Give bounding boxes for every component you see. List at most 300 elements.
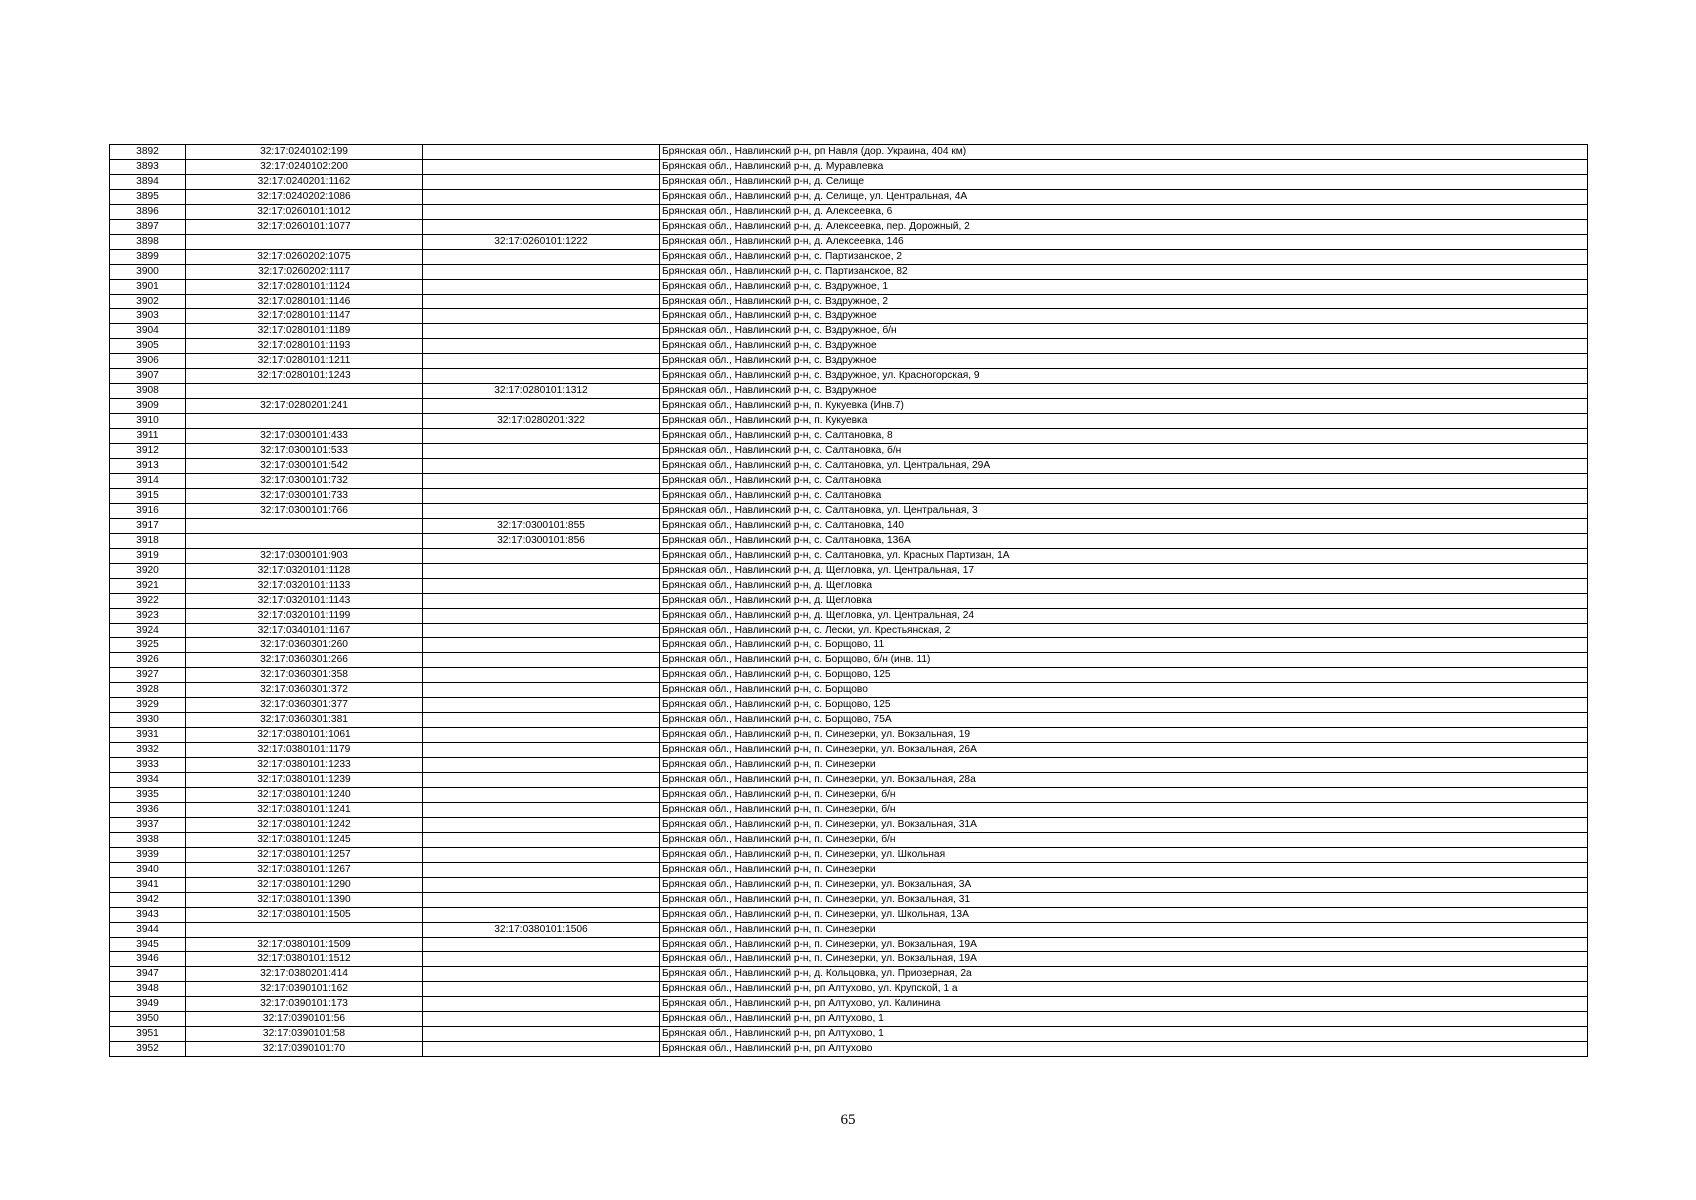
row-number-cell: 3892 [110, 145, 186, 160]
cadastral-number-alt-cell [423, 847, 660, 862]
table-row [110, 922, 1588, 937]
cadastral-number-alt-cell [423, 862, 660, 877]
address-cell: Брянская обл., Навлинский р-н, с. Вздружное, ул. Красногорская, 9 [660, 369, 1588, 384]
row-number-cell: 3908 [110, 384, 186, 399]
cadastral-number-alt-cell [423, 548, 660, 563]
address-cell: Брянская обл., Навлинский р-н, с. Салтановка [660, 488, 1588, 503]
address-cell: Брянская обл., Навлинский р-н, п. Синезерки, ул. Вокзальная, 26А [660, 743, 1588, 758]
table-row [110, 1042, 1588, 1057]
cadastral-number-cell: 32:17:0300101:533 [186, 444, 423, 459]
address-cell: Брянская обл., Навлинский р-н, с. Вздружное [660, 384, 1588, 399]
table-row [110, 683, 1588, 698]
cadastral-number-alt-cell [423, 877, 660, 892]
table-row [110, 503, 1588, 518]
table-row [110, 324, 1588, 339]
row-number-cell: 3947 [110, 967, 186, 982]
table-row [110, 802, 1588, 817]
cadastral-number-alt-cell [423, 204, 660, 219]
address-cell: Брянская обл., Навлинский р-н, п. Кукуевка [660, 414, 1588, 429]
cadastral-number-cell: 32:17:0360301:358 [186, 668, 423, 683]
cadastral-number-alt-cell [423, 159, 660, 174]
cadastral-number-alt-cell [423, 444, 660, 459]
cadastral-number-cell [186, 384, 423, 399]
table-row [110, 249, 1588, 264]
table-row [110, 264, 1588, 279]
cadastral-number-alt-cell [423, 802, 660, 817]
cadastral-number-cell: 32:17:0280101:1243 [186, 369, 423, 384]
address-cell: Брянская обл., Навлинский р-н, с. Борщово, 11 [660, 638, 1588, 653]
cadastral-number-cell [186, 234, 423, 249]
cadastral-number-alt-cell [423, 982, 660, 997]
address-cell: Брянская обл., Навлинский р-н, с. Вздружное [660, 309, 1588, 324]
row-number-cell: 3932 [110, 743, 186, 758]
address-cell: Брянская обл., Навлинский р-н, п. Синезерки [660, 922, 1588, 937]
cadastral-number-cell: 32:17:0240201:1162 [186, 174, 423, 189]
table-row [110, 787, 1588, 802]
cadastral-number-cell: 32:17:0360301:372 [186, 683, 423, 698]
table-row [110, 713, 1588, 728]
cadastral-number-alt-cell [423, 294, 660, 309]
cadastral-number-cell: 32:17:0280101:1189 [186, 324, 423, 339]
table-row [110, 174, 1588, 189]
table-row [110, 309, 1588, 324]
row-number-cell: 3920 [110, 563, 186, 578]
cadastral-number-cell: 32:17:0240102:200 [186, 159, 423, 174]
cadastral-number-alt-cell [423, 608, 660, 623]
cadastral-number-cell: 32:17:0320101:1128 [186, 563, 423, 578]
cadastral-number-cell: 32:17:0300101:732 [186, 473, 423, 488]
row-number-cell: 3931 [110, 728, 186, 743]
cadastral-number-alt-cell [423, 773, 660, 788]
cadastral-number-alt-cell [423, 758, 660, 773]
cadastral-number-cell: 32:17:0380101:1390 [186, 892, 423, 907]
cadastral-number-cell: 32:17:0360301:377 [186, 698, 423, 713]
address-cell: Брянская обл., Навлинский р-н, с. Салтановка, 136А [660, 533, 1588, 548]
cadastral-number-alt-cell [423, 189, 660, 204]
table-row [110, 294, 1588, 309]
row-number-cell: 3938 [110, 832, 186, 847]
row-number-cell: 3930 [110, 713, 186, 728]
address-cell: Брянская обл., Навлинский р-н, д. Муравлевка [660, 159, 1588, 174]
address-cell: Брянская обл., Навлинский р-н, с. Борщово, б/н (инв. 11) [660, 653, 1588, 668]
address-cell: Брянская обл., Навлинский р-н, с. Борщово, 125 [660, 698, 1588, 713]
address-cell: Брянская обл., Навлинский р-н, с. Салтановка, ул. Красных Партизан, 1А [660, 548, 1588, 563]
address-cell: Брянская обл., Навлинский р-н, рп Алтухово, ул. Крупской, 1 а [660, 982, 1588, 997]
row-number-cell: 3927 [110, 668, 186, 683]
cadastral-number-alt-cell: 32:17:0380101:1506 [423, 922, 660, 937]
address-cell: Брянская обл., Навлинский р-н, с. Лески, ул. Крестьянская, 2 [660, 623, 1588, 638]
address-cell: Брянская обл., Навлинский р-н, п. Синезерки [660, 862, 1588, 877]
row-number-cell: 3940 [110, 862, 186, 877]
cadastral-number-alt-cell [423, 339, 660, 354]
row-number-cell: 3922 [110, 593, 186, 608]
table-row [110, 219, 1588, 234]
address-cell: Брянская обл., Навлинский р-н, с. Борщово [660, 683, 1588, 698]
address-cell: Брянская обл., Навлинский р-н, д. Селище, ул. Центральная, 4А [660, 189, 1588, 204]
row-number-cell: 3912 [110, 444, 186, 459]
table-row [110, 862, 1588, 877]
address-cell: Брянская обл., Навлинский р-н, п. Синезерки, ул. Школьная [660, 847, 1588, 862]
row-number-cell: 3905 [110, 339, 186, 354]
cadastral-number-cell [186, 518, 423, 533]
property-registry-table [109, 144, 1588, 1057]
cadastral-number-cell: 32:17:0380101:1245 [186, 832, 423, 847]
cadastral-number-cell: 32:17:0380101:1233 [186, 758, 423, 773]
row-number-cell: 3945 [110, 937, 186, 952]
address-cell: Брянская обл., Навлинский р-н, с. Салтановка, 8 [660, 429, 1588, 444]
table-row [110, 279, 1588, 294]
cadastral-number-alt-cell [423, 937, 660, 952]
row-number-cell: 3921 [110, 578, 186, 593]
table-row [110, 593, 1588, 608]
table-row [110, 159, 1588, 174]
table-row [110, 339, 1588, 354]
cadastral-number-alt-cell [423, 488, 660, 503]
cadastral-number-alt-cell [423, 698, 660, 713]
cadastral-number-alt-cell [423, 399, 660, 414]
row-number-cell: 3900 [110, 264, 186, 279]
cadastral-number-cell: 32:17:0380101:1061 [186, 728, 423, 743]
address-cell: Брянская обл., Навлинский р-н, рп Алтухово [660, 1042, 1588, 1057]
cadastral-number-alt-cell [423, 459, 660, 474]
cadastral-number-alt-cell [423, 997, 660, 1012]
address-cell: Брянская обл., Навлинский р-н, с. Вздружное, б/н [660, 324, 1588, 339]
row-number-cell: 3901 [110, 279, 186, 294]
row-number-cell: 3903 [110, 309, 186, 324]
address-cell: Брянская обл., Навлинский р-н, д. Щегловка, ул. Центральная, 17 [660, 563, 1588, 578]
address-cell: Брянская обл., Навлинский р-н, с. Салтановка, ул. Центральная, 3 [660, 503, 1588, 518]
table-row [110, 145, 1588, 160]
cadastral-number-alt-cell [423, 638, 660, 653]
cadastral-number-alt-cell [423, 1042, 660, 1057]
row-number-cell: 3929 [110, 698, 186, 713]
cadastral-number-alt-cell: 32:17:0280101:1312 [423, 384, 660, 399]
cadastral-number-alt-cell [423, 743, 660, 758]
table-row [110, 473, 1588, 488]
address-cell: Брянская обл., Навлинский р-н, п. Кукуевка (Инв.7) [660, 399, 1588, 414]
table-row [110, 399, 1588, 414]
address-cell: Брянская обл., Навлинский р-н, п. Синезерки, ул. Вокзальная, 19 [660, 728, 1588, 743]
cadastral-number-cell: 32:17:0380101:1242 [186, 817, 423, 832]
row-number-cell: 3949 [110, 997, 186, 1012]
cadastral-number-cell: 32:17:0380101:1179 [186, 743, 423, 758]
table-row [110, 623, 1588, 638]
address-cell: Брянская обл., Навлинский р-н, с. Вздружное, 1 [660, 279, 1588, 294]
address-cell: Брянская обл., Навлинский р-н, с. Вздружное, 2 [660, 294, 1588, 309]
cadastral-number-cell: 32:17:0380101:1290 [186, 877, 423, 892]
address-cell: Брянская обл., Навлинский р-н, п. Синезерки, ул. Вокзальная, 28а [660, 773, 1588, 788]
cadastral-number-cell: 32:17:0300101:903 [186, 548, 423, 563]
table-row [110, 459, 1588, 474]
row-number-cell: 3943 [110, 907, 186, 922]
table-row [110, 847, 1588, 862]
cadastral-number-cell: 32:17:0280201:241 [186, 399, 423, 414]
cadastral-number-alt-cell [423, 578, 660, 593]
address-cell: Брянская обл., Навлинский р-н, рп Алтухово, ул. Калинина [660, 997, 1588, 1012]
row-number-cell: 3926 [110, 653, 186, 668]
address-cell: Брянская обл., Навлинский р-н, рп Алтухово, 1 [660, 1012, 1588, 1027]
cadastral-number-cell: 32:17:0360301:266 [186, 653, 423, 668]
table-row [110, 982, 1588, 997]
cadastral-number-alt-cell [423, 787, 660, 802]
cadastral-number-cell: 32:17:0320101:1199 [186, 608, 423, 623]
cadastral-number-alt-cell [423, 967, 660, 982]
table-row [110, 877, 1588, 892]
table-row [110, 638, 1588, 653]
table-row [110, 728, 1588, 743]
row-number-cell: 3925 [110, 638, 186, 653]
cadastral-number-cell: 32:17:0360301:260 [186, 638, 423, 653]
address-cell: Брянская обл., Навлинский р-н, п. Синезерки, б/н [660, 832, 1588, 847]
address-cell: Брянская обл., Навлинский р-н, п. Синезерки, б/н [660, 787, 1588, 802]
cadastral-number-alt-cell [423, 668, 660, 683]
row-number-cell: 3906 [110, 354, 186, 369]
address-cell: Брянская обл., Навлинский р-н, с. Партизанское, 82 [660, 264, 1588, 279]
table-row [110, 234, 1588, 249]
table-row [110, 429, 1588, 444]
row-number-cell: 3910 [110, 414, 186, 429]
cadastral-number-alt-cell [423, 832, 660, 847]
address-cell: Брянская обл., Навлинский р-н, п. Синезерки, ул. Вокзальная, 31 [660, 892, 1588, 907]
cadastral-number-alt-cell [423, 309, 660, 324]
cadastral-number-alt-cell [423, 683, 660, 698]
row-number-cell: 3952 [110, 1042, 186, 1057]
address-cell: Брянская обл., Навлинский р-н, с. Салтановка, 140 [660, 518, 1588, 533]
address-cell: Брянская обл., Навлинский р-н, п. Синезерки, ул. Вокзальная, 31А [660, 817, 1588, 832]
row-number-cell: 3919 [110, 548, 186, 563]
row-number-cell: 3942 [110, 892, 186, 907]
address-cell: Брянская обл., Навлинский р-н, д. Щегловка [660, 578, 1588, 593]
table-row [110, 533, 1588, 548]
cadastral-number-cell: 32:17:0390101:56 [186, 1012, 423, 1027]
address-cell: Брянская обл., Навлинский р-н, п. Синезерки, ул. Вокзальная, 19А [660, 952, 1588, 967]
table-row [110, 758, 1588, 773]
table-row [110, 369, 1588, 384]
address-cell: Брянская обл., Навлинский р-н, рп Алтухово, 1 [660, 1027, 1588, 1042]
address-cell: Брянская обл., Навлинский р-н, п. Синезерки, ул. Вокзальная, 3А [660, 877, 1588, 892]
cadastral-number-alt-cell [423, 264, 660, 279]
address-cell: Брянская обл., Навлинский р-н, д. Щегловка [660, 593, 1588, 608]
row-number-cell: 3917 [110, 518, 186, 533]
row-number-cell: 3916 [110, 503, 186, 518]
address-cell: Брянская обл., Навлинский р-н, д. Кольцовка, ул. Приозерная, 2а [660, 967, 1588, 982]
row-number-cell: 3924 [110, 623, 186, 638]
address-cell: Брянская обл., Навлинский р-н, с. Борщово, 75А [660, 713, 1588, 728]
row-number-cell: 3907 [110, 369, 186, 384]
cadastral-number-cell: 32:17:0300101:542 [186, 459, 423, 474]
table-row [110, 952, 1588, 967]
cadastral-number-cell: 32:17:0380101:1257 [186, 847, 423, 862]
address-cell: Брянская обл., Навлинский р-н, п. Синезерки, ул. Школьная, 13А [660, 907, 1588, 922]
row-number-cell: 3897 [110, 219, 186, 234]
cadastral-number-alt-cell [423, 1012, 660, 1027]
cadastral-number-alt-cell [423, 473, 660, 488]
address-cell: Брянская обл., Навлинский р-н, с. Борщово, 125 [660, 668, 1588, 683]
cadastral-number-cell: 32:17:0360301:381 [186, 713, 423, 728]
cadastral-number-alt-cell [423, 892, 660, 907]
address-cell: Брянская обл., Навлинский р-н, с. Вздружное [660, 339, 1588, 354]
cadastral-number-cell: 32:17:0390101:58 [186, 1027, 423, 1042]
table-row [110, 444, 1588, 459]
cadastral-number-cell: 32:17:0280101:1211 [186, 354, 423, 369]
address-cell: Брянская обл., Навлинский р-н, д. Алексеевка, 146 [660, 234, 1588, 249]
registry-table-body [110, 145, 1588, 1057]
table-row [110, 354, 1588, 369]
row-number-cell: 3948 [110, 982, 186, 997]
cadastral-number-cell: 32:17:0260202:1117 [186, 264, 423, 279]
cadastral-number-cell: 32:17:0320101:1143 [186, 593, 423, 608]
row-number-cell: 3914 [110, 473, 186, 488]
cadastral-number-cell: 32:17:0380101:1239 [186, 773, 423, 788]
cadastral-number-cell: 32:17:0390101:162 [186, 982, 423, 997]
cadastral-number-cell: 32:17:0300101:733 [186, 488, 423, 503]
cadastral-number-alt-cell: 32:17:0260101:1222 [423, 234, 660, 249]
cadastral-number-alt-cell [423, 817, 660, 832]
cadastral-number-cell: 32:17:0380101:1267 [186, 862, 423, 877]
table-row [110, 608, 1588, 623]
address-cell: Брянская обл., Навлинский р-н, д. Щегловка, ул. Центральная, 24 [660, 608, 1588, 623]
cadastral-number-alt-cell: 32:17:0280201:322 [423, 414, 660, 429]
address-cell: Брянская обл., Навлинский р-н, п. Синезерки [660, 758, 1588, 773]
address-cell: Брянская обл., Навлинский р-н, рп Навля (дор. Украина, 404 км) [660, 145, 1588, 160]
cadastral-number-cell [186, 922, 423, 937]
row-number-cell: 3944 [110, 922, 186, 937]
cadastral-number-cell: 32:17:0280101:1193 [186, 339, 423, 354]
address-cell: Брянская обл., Навлинский р-н, д. Селище [660, 174, 1588, 189]
cadastral-number-alt-cell [423, 219, 660, 234]
address-cell: Брянская обл., Навлинский р-н, с. Салтановка, ул. Центральная, 29А [660, 459, 1588, 474]
address-cell: Брянская обл., Навлинский р-н, п. Синезерки, ул. Вокзальная, 19А [660, 937, 1588, 952]
row-number-cell: 3939 [110, 847, 186, 862]
row-number-cell: 3950 [110, 1012, 186, 1027]
cadastral-number-alt-cell [423, 1027, 660, 1042]
table-row [110, 937, 1588, 952]
table-row [110, 967, 1588, 982]
cadastral-number-cell: 32:17:0280101:1147 [186, 309, 423, 324]
cadastral-number-alt-cell [423, 728, 660, 743]
cadastral-number-alt-cell [423, 563, 660, 578]
cadastral-number-cell: 32:17:0280101:1146 [186, 294, 423, 309]
table-row [110, 518, 1588, 533]
row-number-cell: 3909 [110, 399, 186, 414]
table-row [110, 578, 1588, 593]
cadastral-number-cell: 32:17:0300101:433 [186, 429, 423, 444]
cadastral-number-alt-cell [423, 369, 660, 384]
address-cell: Брянская обл., Навлинский р-н, с. Салтановка, б/н [660, 444, 1588, 459]
table-row [110, 698, 1588, 713]
table-row [110, 1027, 1588, 1042]
cadastral-number-cell: 32:17:0390101:70 [186, 1042, 423, 1057]
table-row [110, 189, 1588, 204]
cadastral-number-cell: 32:17:0380201:414 [186, 967, 423, 982]
cadastral-number-alt-cell [423, 952, 660, 967]
row-number-cell: 3928 [110, 683, 186, 698]
row-number-cell: 3923 [110, 608, 186, 623]
table-row [110, 668, 1588, 683]
cadastral-number-alt-cell: 32:17:0300101:856 [423, 533, 660, 548]
row-number-cell: 3934 [110, 773, 186, 788]
cadastral-number-cell [186, 533, 423, 548]
address-cell: Брянская обл., Навлинский р-н, с. Салтановка [660, 473, 1588, 488]
cadastral-number-alt-cell [423, 429, 660, 444]
table-row [110, 653, 1588, 668]
cadastral-number-cell: 32:17:0380101:1241 [186, 802, 423, 817]
cadastral-number-alt-cell [423, 653, 660, 668]
row-number-cell: 3936 [110, 802, 186, 817]
row-number-cell: 3894 [110, 174, 186, 189]
table-row [110, 414, 1588, 429]
row-number-cell: 3902 [110, 294, 186, 309]
row-number-cell: 3941 [110, 877, 186, 892]
cadastral-number-alt-cell [423, 907, 660, 922]
cadastral-number-cell [186, 414, 423, 429]
table-row [110, 1012, 1588, 1027]
cadastral-number-cell: 32:17:0380101:1509 [186, 937, 423, 952]
cadastral-number-alt-cell [423, 623, 660, 638]
cadastral-number-cell: 32:17:0380101:1505 [186, 907, 423, 922]
row-number-cell: 3933 [110, 758, 186, 773]
row-number-cell: 3915 [110, 488, 186, 503]
table-row [110, 743, 1588, 758]
cadastral-number-cell: 32:17:0240202:1086 [186, 189, 423, 204]
row-number-cell: 3946 [110, 952, 186, 967]
cadastral-number-alt-cell [423, 145, 660, 160]
row-number-cell: 3911 [110, 429, 186, 444]
row-number-cell: 3898 [110, 234, 186, 249]
cadastral-number-alt-cell [423, 324, 660, 339]
table-row [110, 548, 1588, 563]
cadastral-number-alt-cell [423, 354, 660, 369]
cadastral-number-cell: 32:17:0300101:766 [186, 503, 423, 518]
cadastral-number-alt-cell [423, 249, 660, 264]
cadastral-number-cell: 32:17:0380101:1240 [186, 787, 423, 802]
address-cell: Брянская обл., Навлинский р-н, д. Алексеевка, 6 [660, 204, 1588, 219]
table-row [110, 907, 1588, 922]
cadastral-number-alt-cell [423, 713, 660, 728]
row-number-cell: 3935 [110, 787, 186, 802]
address-cell: Брянская обл., Навлинский р-н, с. Вздружное [660, 354, 1588, 369]
cadastral-number-cell: 32:17:0260101:1012 [186, 204, 423, 219]
cadastral-number-alt-cell [423, 174, 660, 189]
address-cell: Брянская обл., Навлинский р-н, с. Партизанское, 2 [660, 249, 1588, 264]
cadastral-number-cell: 32:17:0380101:1512 [186, 952, 423, 967]
cadastral-number-cell: 32:17:0280101:1124 [186, 279, 423, 294]
row-number-cell: 3937 [110, 817, 186, 832]
cadastral-number-alt-cell: 32:17:0300101:855 [423, 518, 660, 533]
row-number-cell: 3904 [110, 324, 186, 339]
cadastral-number-cell: 32:17:0260202:1075 [186, 249, 423, 264]
row-number-cell: 3918 [110, 533, 186, 548]
table-row [110, 488, 1588, 503]
row-number-cell: 3895 [110, 189, 186, 204]
cadastral-number-cell: 32:17:0390101:173 [186, 997, 423, 1012]
cadastral-number-alt-cell [423, 279, 660, 294]
row-number-cell: 3951 [110, 1027, 186, 1042]
table-row [110, 832, 1588, 847]
table-row [110, 817, 1588, 832]
page-number: 65 [840, 1112, 856, 1128]
row-number-cell: 3896 [110, 204, 186, 219]
row-number-cell: 3899 [110, 249, 186, 264]
table-row [110, 997, 1588, 1012]
table-row [110, 204, 1588, 219]
cadastral-number-cell: 32:17:0320101:1133 [186, 578, 423, 593]
cadastral-number-cell: 32:17:0340101:1167 [186, 623, 423, 638]
cadastral-number-cell: 32:17:0240102:199 [186, 145, 423, 160]
cadastral-number-alt-cell [423, 503, 660, 518]
table-row [110, 892, 1588, 907]
row-number-cell: 3913 [110, 459, 186, 474]
